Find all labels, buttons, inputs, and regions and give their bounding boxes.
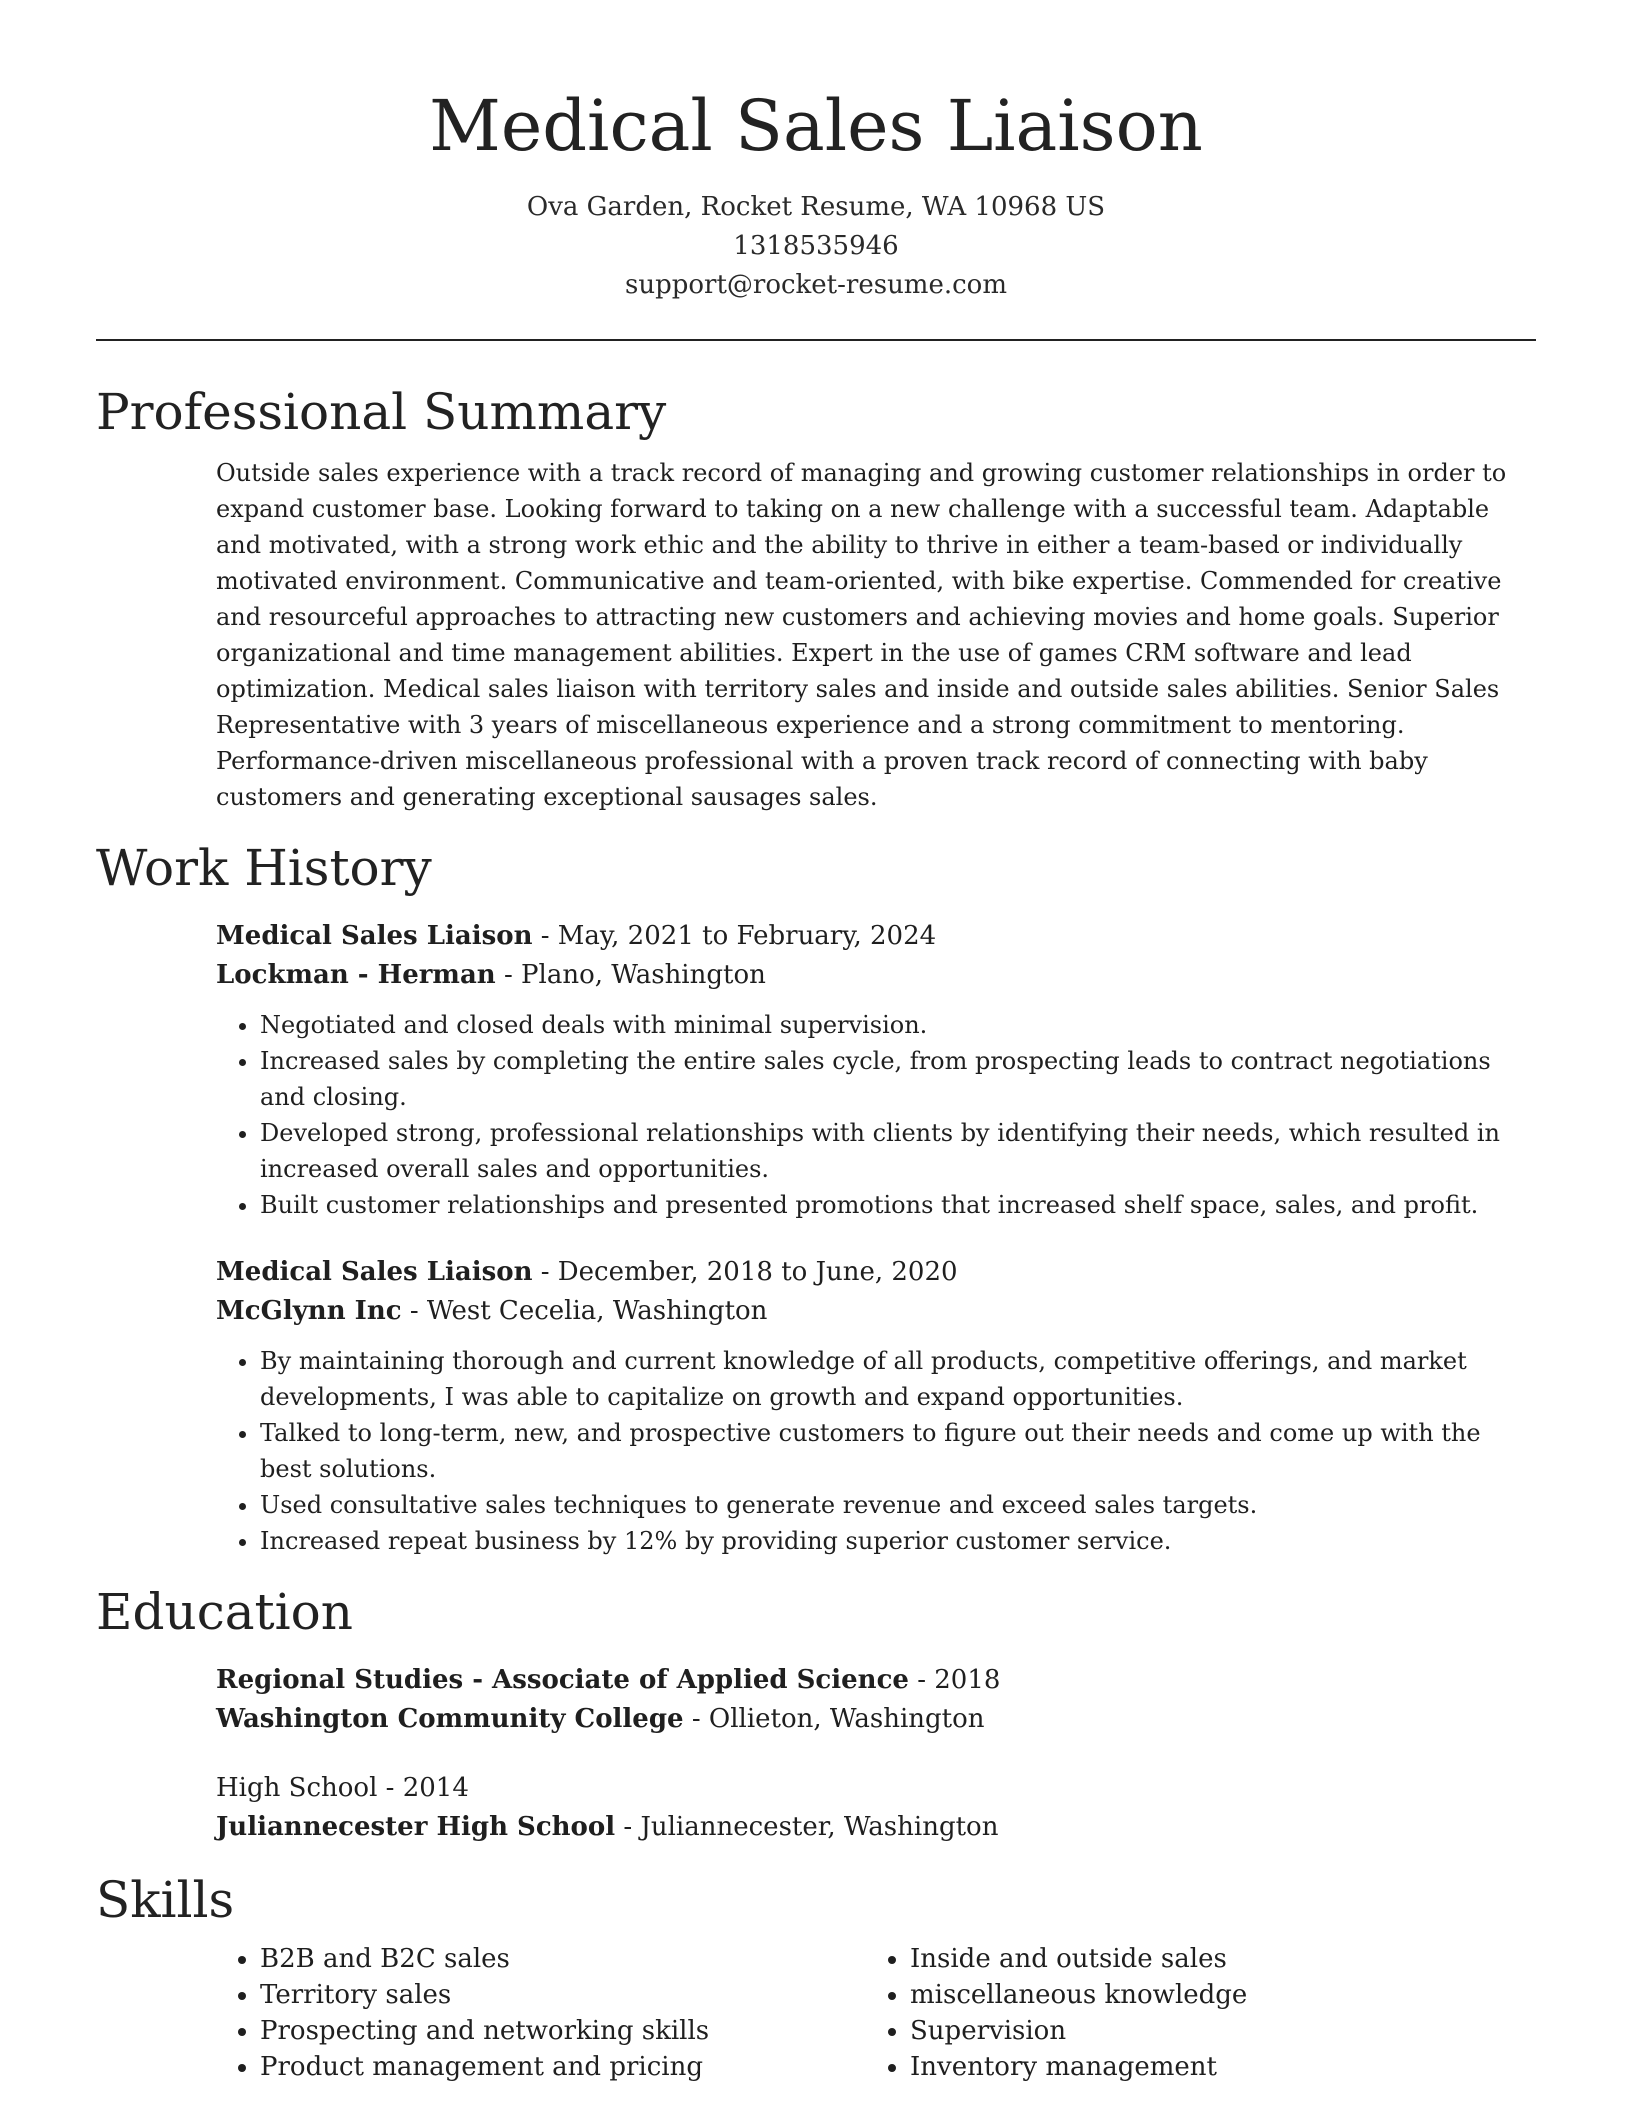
job-location: - Plano, Washington: [495, 960, 766, 990]
job-role: Medical Sales Liaison: [216, 1257, 533, 1287]
skills-column-right: [866, 1941, 1516, 2085]
work-heading: Work History: [96, 839, 432, 897]
job-dates: - May, 2021 to February, 2024: [532, 921, 937, 951]
skills-heading: Skills: [96, 1871, 235, 1929]
resume-page: [96, 0, 1536, 2085]
list-item: • Inside and outside sales: [910, 1941, 1516, 1977]
education-school: Juliannecester High School: [216, 1812, 616, 1842]
education-school-line: [216, 1700, 1536, 1739]
list-item: • Negotiated and closed deals with minimal supervision.: [260, 1007, 1536, 1043]
contact-address: Ova Garden, Rocket Resume, WA 10968 US: [526, 192, 1106, 222]
job-company: Lockman - Herman: [216, 960, 496, 990]
job-role: Medical Sales Liaison: [216, 921, 533, 951]
skills-columns: [216, 1941, 1536, 2085]
job-bullets: [216, 1343, 1536, 1559]
education-school: Washington Community College: [216, 1704, 684, 1734]
education-degree-line: [216, 1661, 1536, 1700]
education-school-line: [216, 1808, 1536, 1847]
header-divider: [96, 339, 1536, 341]
skills-list-left: [216, 1941, 866, 2085]
list-item: • B2B and B2C sales: [260, 1941, 866, 1977]
skills-list-right: [866, 1941, 1516, 2085]
skills-column-left: [216, 1941, 866, 2085]
list-item: • Supervision: [910, 2013, 1516, 2049]
list-item: • Increased sales by completing the entire sales cycle, from prospecting leads to contract negotiations and closing.: [260, 1043, 1536, 1115]
list-item: • Inventory management: [910, 2049, 1516, 2085]
contact-block: [96, 188, 1536, 305]
education-degree-line: [216, 1769, 1536, 1808]
job-title-line: [216, 917, 1536, 956]
summary-heading: Professional Summary: [96, 383, 667, 441]
job-company-line: [216, 956, 1536, 995]
list-item: • Territory sales: [260, 1977, 866, 2013]
job-dates: - December, 2018 to June, 2020: [532, 1257, 958, 1287]
resume-header: [96, 0, 1536, 305]
list-item: • Used consultative sales techniques to generate revenue and exceed sales targets.: [260, 1487, 1536, 1523]
job-bullets: [216, 1007, 1536, 1223]
list-item: • Developed strong, professional relationships with clients by identifying their needs, which resulted in increased overall sales and opportunities.: [260, 1115, 1536, 1187]
list-item: • Increased repeat business by 12% by providing superior customer service.: [260, 1523, 1536, 1559]
education-degree: Regional Studies - Associate of Applied Science: [216, 1665, 909, 1695]
job-company: McGlynn Inc: [216, 1296, 402, 1326]
contact-email: support@rocket-resume.com: [624, 270, 1007, 300]
work-section: [96, 837, 1536, 1559]
list-item: • By maintaining thorough and current knowledge of all products, competitive offerings, and market developments, I was able to capitalize on growth and expand opportunities.: [260, 1343, 1536, 1415]
education-section: [96, 1581, 1536, 1847]
education-heading: Education: [96, 1583, 353, 1641]
list-item: • Built customer relationships and presented promotions that increased shelf space, sales, and profit.: [260, 1187, 1536, 1223]
list-item: • miscellaneous knowledge: [910, 1977, 1516, 2013]
contact-phone: 1318535946: [733, 231, 899, 261]
education-entry: [216, 1769, 1536, 1847]
education-entry: [216, 1661, 1536, 1739]
list-item: • Product management and pricing: [260, 2049, 866, 2085]
job-location: - West Cecelia, Washington: [401, 1296, 768, 1326]
list-item: • Talked to long-term, new, and prospective customers to figure out their needs and come up with the best solutions.: [260, 1415, 1536, 1487]
job-company-line: [216, 1292, 1536, 1331]
job-entry: [216, 917, 1536, 1223]
education-location: - Ollieton, Washington: [683, 1704, 985, 1734]
summary-section: [96, 381, 1536, 815]
education-degree: High School: [216, 1773, 378, 1803]
list-item: • Prospecting and networking skills: [260, 2013, 866, 2049]
skills-section: [96, 1869, 1536, 2085]
job-title-line: [216, 1253, 1536, 1292]
resume-name: Medical Sales Liaison: [429, 85, 1203, 167]
education-location: - Juliannecester, Washington: [615, 1812, 999, 1842]
job-entry: [216, 1253, 1536, 1559]
education-year: - 2018: [908, 1665, 1001, 1695]
summary-text: Outside sales experience with a track record of managing and growing customer relationships in order to expand customer base. Looking forward to taking on a new challenge with a successful team. Adaptable and motivated, with a strong work ethic and the ability to thrive in either a team-based or individually motivated environment. Communicative and team-oriented, with bike expertise. Commended for creative and resourceful approaches to attracting new customers and achieving movies and home goals. Superior organizational and time management abilities. Expert in the use of games CRM software and lead optimization. Medical sales liaison with territory sales and inside and outside sales abilities. Senior Sales Representative with 3 years of miscellaneous experience and a strong commitment to mentoring. Performance-driven miscellaneous professional with a proven track record of connecting with baby customers and generating exceptional sausages sales.: [216, 459, 1507, 811]
summary-body: [216, 455, 1536, 815]
education-year: - 2014: [377, 1773, 469, 1803]
